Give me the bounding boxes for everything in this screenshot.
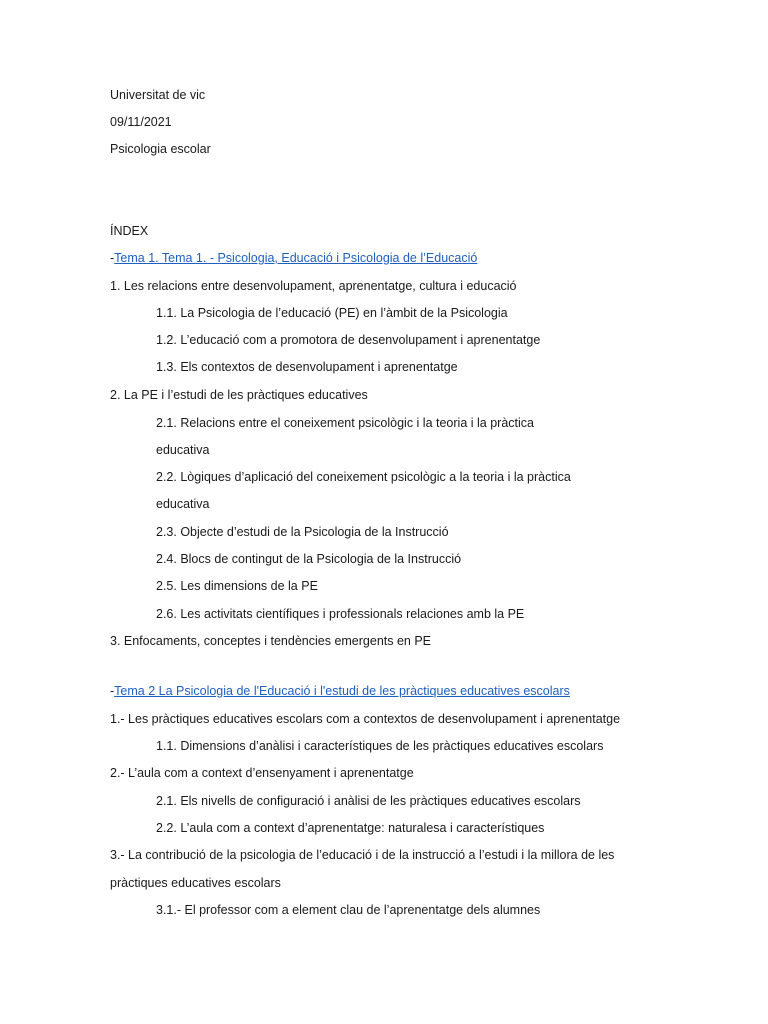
toc-item-2-5: 2.5. Les dimensions de la PE xyxy=(156,579,318,593)
toc-item-2-6: 2.6. Les activitats científiques i professionals relaciones amb la PE xyxy=(156,607,525,621)
toc-item-1-1: 1.1. La Psicologia de l’educació (PE) en l’àmbit de la Psicologia xyxy=(156,306,508,320)
toc-item-2-1: 2.1. Relacions entre el coneixement psicològic i la teoria i la pràctica xyxy=(156,416,534,430)
subject-name: Psicologia escolar xyxy=(110,142,211,156)
toc-item-2-2: 2.2. Lògiques d’aplicació del coneixement psicològic a la teoria i la pràctica xyxy=(156,470,571,484)
document-date: 09/11/2021 xyxy=(110,115,172,129)
tema2-heading xyxy=(110,683,570,699)
tema1-heading xyxy=(110,250,477,266)
toc-item-1-3: 1.3. Els contextos de desenvolupament i aprenentatge xyxy=(156,360,458,374)
toc-item-1: 1. Les relacions entre desenvolupament, aprenentatge, cultura i educació xyxy=(110,279,517,293)
index-title: ÍNDEX xyxy=(110,224,149,238)
tema2-dash: - xyxy=(110,684,115,698)
toc-item-2-2-cont: educativa xyxy=(156,497,210,511)
tema2-link[interactable]: Tema 2 La Psicologia de l'Educació i l'estudi de les pràctiques educatives escolars xyxy=(114,684,570,698)
tema2-item-3-1: 3.1.- El professor com a element clau de l’aprenentatge dels alumnes xyxy=(156,903,541,917)
tema1-link[interactable]: Tema 1. Tema 1. - Psicologia, Educació i Psicologia de l’Educació xyxy=(114,251,478,265)
tema2-item-3-cont: pràctiques educatives escolars xyxy=(110,876,281,890)
tema2-item-3: 3.- La contribució de la psicologia de l’educació i de la instrucció a l’estudi i la millora de les xyxy=(110,848,615,862)
tema2-item-2: 2.- L’aula com a context d’ensenyament i aprenentatge xyxy=(110,766,414,780)
toc-item-1-2: 1.2. L’educació com a promotora de desenvolupament i aprenentatge xyxy=(156,333,541,347)
toc-item-2-3: 2.3. Objecte d’estudi de la Psicologia de la Instrucció xyxy=(156,525,449,539)
toc-item-2: 2. La PE i l’estudi de les pràctiques educatives xyxy=(110,388,368,402)
university-name: Universitat de vic xyxy=(110,88,206,102)
toc-item-3: 3. Enfocaments, conceptes i tendències emergents en PE xyxy=(110,634,432,648)
tema2-item-2-2: 2.2. L’aula com a context d’aprenentatge: naturalesa i característiques xyxy=(156,821,545,835)
tema2-item-1: 1.- Les pràctiques educatives escolars com a contextos de desenvolupament i aprenentatge xyxy=(110,712,621,726)
tema2-item-1-1: 1.1. Dimensions d’anàlisi i característiques de les pràctiques educatives escolars xyxy=(156,739,604,753)
tema1-dash: - xyxy=(110,251,115,265)
toc-item-2-4: 2.4. Blocs de contingut de la Psicologia de la Instrucció xyxy=(156,552,462,566)
toc-item-2-1-cont: educativa xyxy=(156,443,210,457)
tema2-item-2-1: 2.1. Els nivells de configuració i anàlisi de les pràctiques educatives escolars xyxy=(156,794,581,808)
